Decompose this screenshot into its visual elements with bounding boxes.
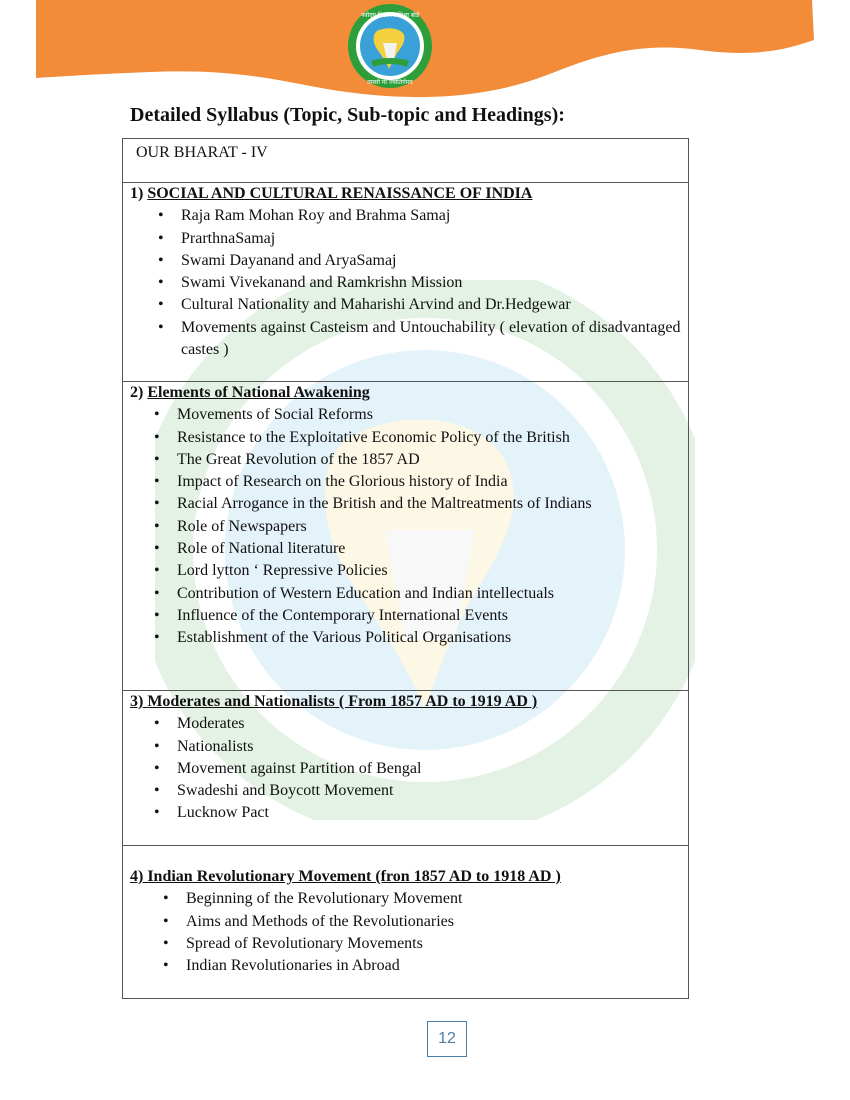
page-number: 12 bbox=[427, 1021, 467, 1057]
section-3-list bbox=[123, 713, 688, 824]
list-item: • Moderates bbox=[123, 713, 688, 735]
list-item: • Influence of the Contemporary International Events bbox=[123, 605, 688, 627]
list-item: • Indian Revolutionaries in Abroad bbox=[123, 955, 688, 977]
list-item: • Aims and Methods of the Revolutionaries bbox=[123, 911, 688, 933]
section-4-number: 4) bbox=[130, 868, 144, 885]
section-4-title-text: Indian Revolutionary Movement (fron 1857 AD to 1918 AD ) bbox=[147, 868, 561, 885]
section-1-title-text: SOCIAL AND CULTURAL RENAISSANCE OF INDIA bbox=[147, 185, 533, 202]
list-item: • PrarthnaSamaj bbox=[123, 228, 688, 250]
course-title: OUR BHARAT - IV bbox=[123, 139, 689, 183]
section-4-title bbox=[123, 866, 688, 888]
list-item: • Movements against Casteism and Untouchability ( elevation of disadvantaged castes ) bbox=[123, 317, 688, 362]
list-item: • Swami Vivekanand and Ramkrishn Mission bbox=[123, 272, 688, 294]
section-1-number: 1) bbox=[130, 185, 144, 202]
navodaya-logo bbox=[347, 3, 433, 89]
list-item: • Contribution of Western Education and Indian intellectuals bbox=[123, 583, 688, 605]
list-item: • Raja Ram Mohan Roy and Brahma Samaj bbox=[123, 205, 688, 227]
list-item: • Establishment of the Various Political Organisations bbox=[123, 627, 688, 649]
section-2-number: 2) bbox=[130, 384, 144, 401]
logo-top-text: नवोदय विद्यालय शिक्षा बोर्ड bbox=[360, 12, 420, 19]
list-item: • Racial Arrogance in the British and the Maltreatments of Indians bbox=[123, 493, 688, 515]
section-2-title bbox=[123, 382, 688, 404]
list-item: • Swadeshi and Boycott Movement bbox=[123, 780, 688, 802]
list-item: • Role of National literature bbox=[123, 538, 688, 560]
section-4-list bbox=[123, 888, 688, 977]
section-2 bbox=[123, 382, 689, 691]
syllabus-table bbox=[122, 138, 689, 999]
list-item: • Lord lytton ‘ Repressive Policies bbox=[123, 560, 688, 582]
section-3-number: 3) bbox=[130, 693, 144, 710]
section-4 bbox=[123, 846, 689, 999]
section-3 bbox=[123, 691, 689, 846]
list-item: • The Great Revolution of the 1857 AD bbox=[123, 449, 688, 471]
list-item: • Nationalists bbox=[123, 736, 688, 758]
section-2-list bbox=[123, 404, 688, 649]
list-item: • Lucknow Pact bbox=[123, 802, 688, 824]
logo-bottom-text: तमसो मा ज्योतिर्गमय bbox=[367, 79, 413, 86]
list-item: • Impact of Research on the Glorious history of India bbox=[123, 471, 688, 493]
list-item: • Resistance to the Exploitative Economic Policy of the British bbox=[123, 427, 688, 449]
list-item: • Beginning of the Revolutionary Movement bbox=[123, 888, 688, 910]
section-3-title bbox=[123, 691, 688, 713]
section-2-title-text: Elements of National Awakening bbox=[147, 384, 370, 401]
section-1-list bbox=[123, 205, 688, 361]
page-title: Detailed Syllabus (Topic, Sub-topic and Headings): bbox=[130, 104, 565, 126]
list-item: • Movements of Social Reforms bbox=[123, 404, 688, 426]
list-item: • Swami Dayanand and AryaSamaj bbox=[123, 250, 688, 272]
list-item: • Cultural Nationality and Maharishi Arvind and Dr.Hedgewar bbox=[123, 294, 688, 316]
list-item: • Role of Newspapers bbox=[123, 516, 688, 538]
section-1 bbox=[123, 183, 689, 382]
list-item: • Movement against Partition of Bengal bbox=[123, 758, 688, 780]
list-item: • Spread of Revolutionary Movements bbox=[123, 933, 688, 955]
section-3-title-text: Moderates and Nationalists ( From 1857 AD to 1919 AD ) bbox=[147, 693, 538, 710]
section-1-title bbox=[123, 183, 688, 205]
